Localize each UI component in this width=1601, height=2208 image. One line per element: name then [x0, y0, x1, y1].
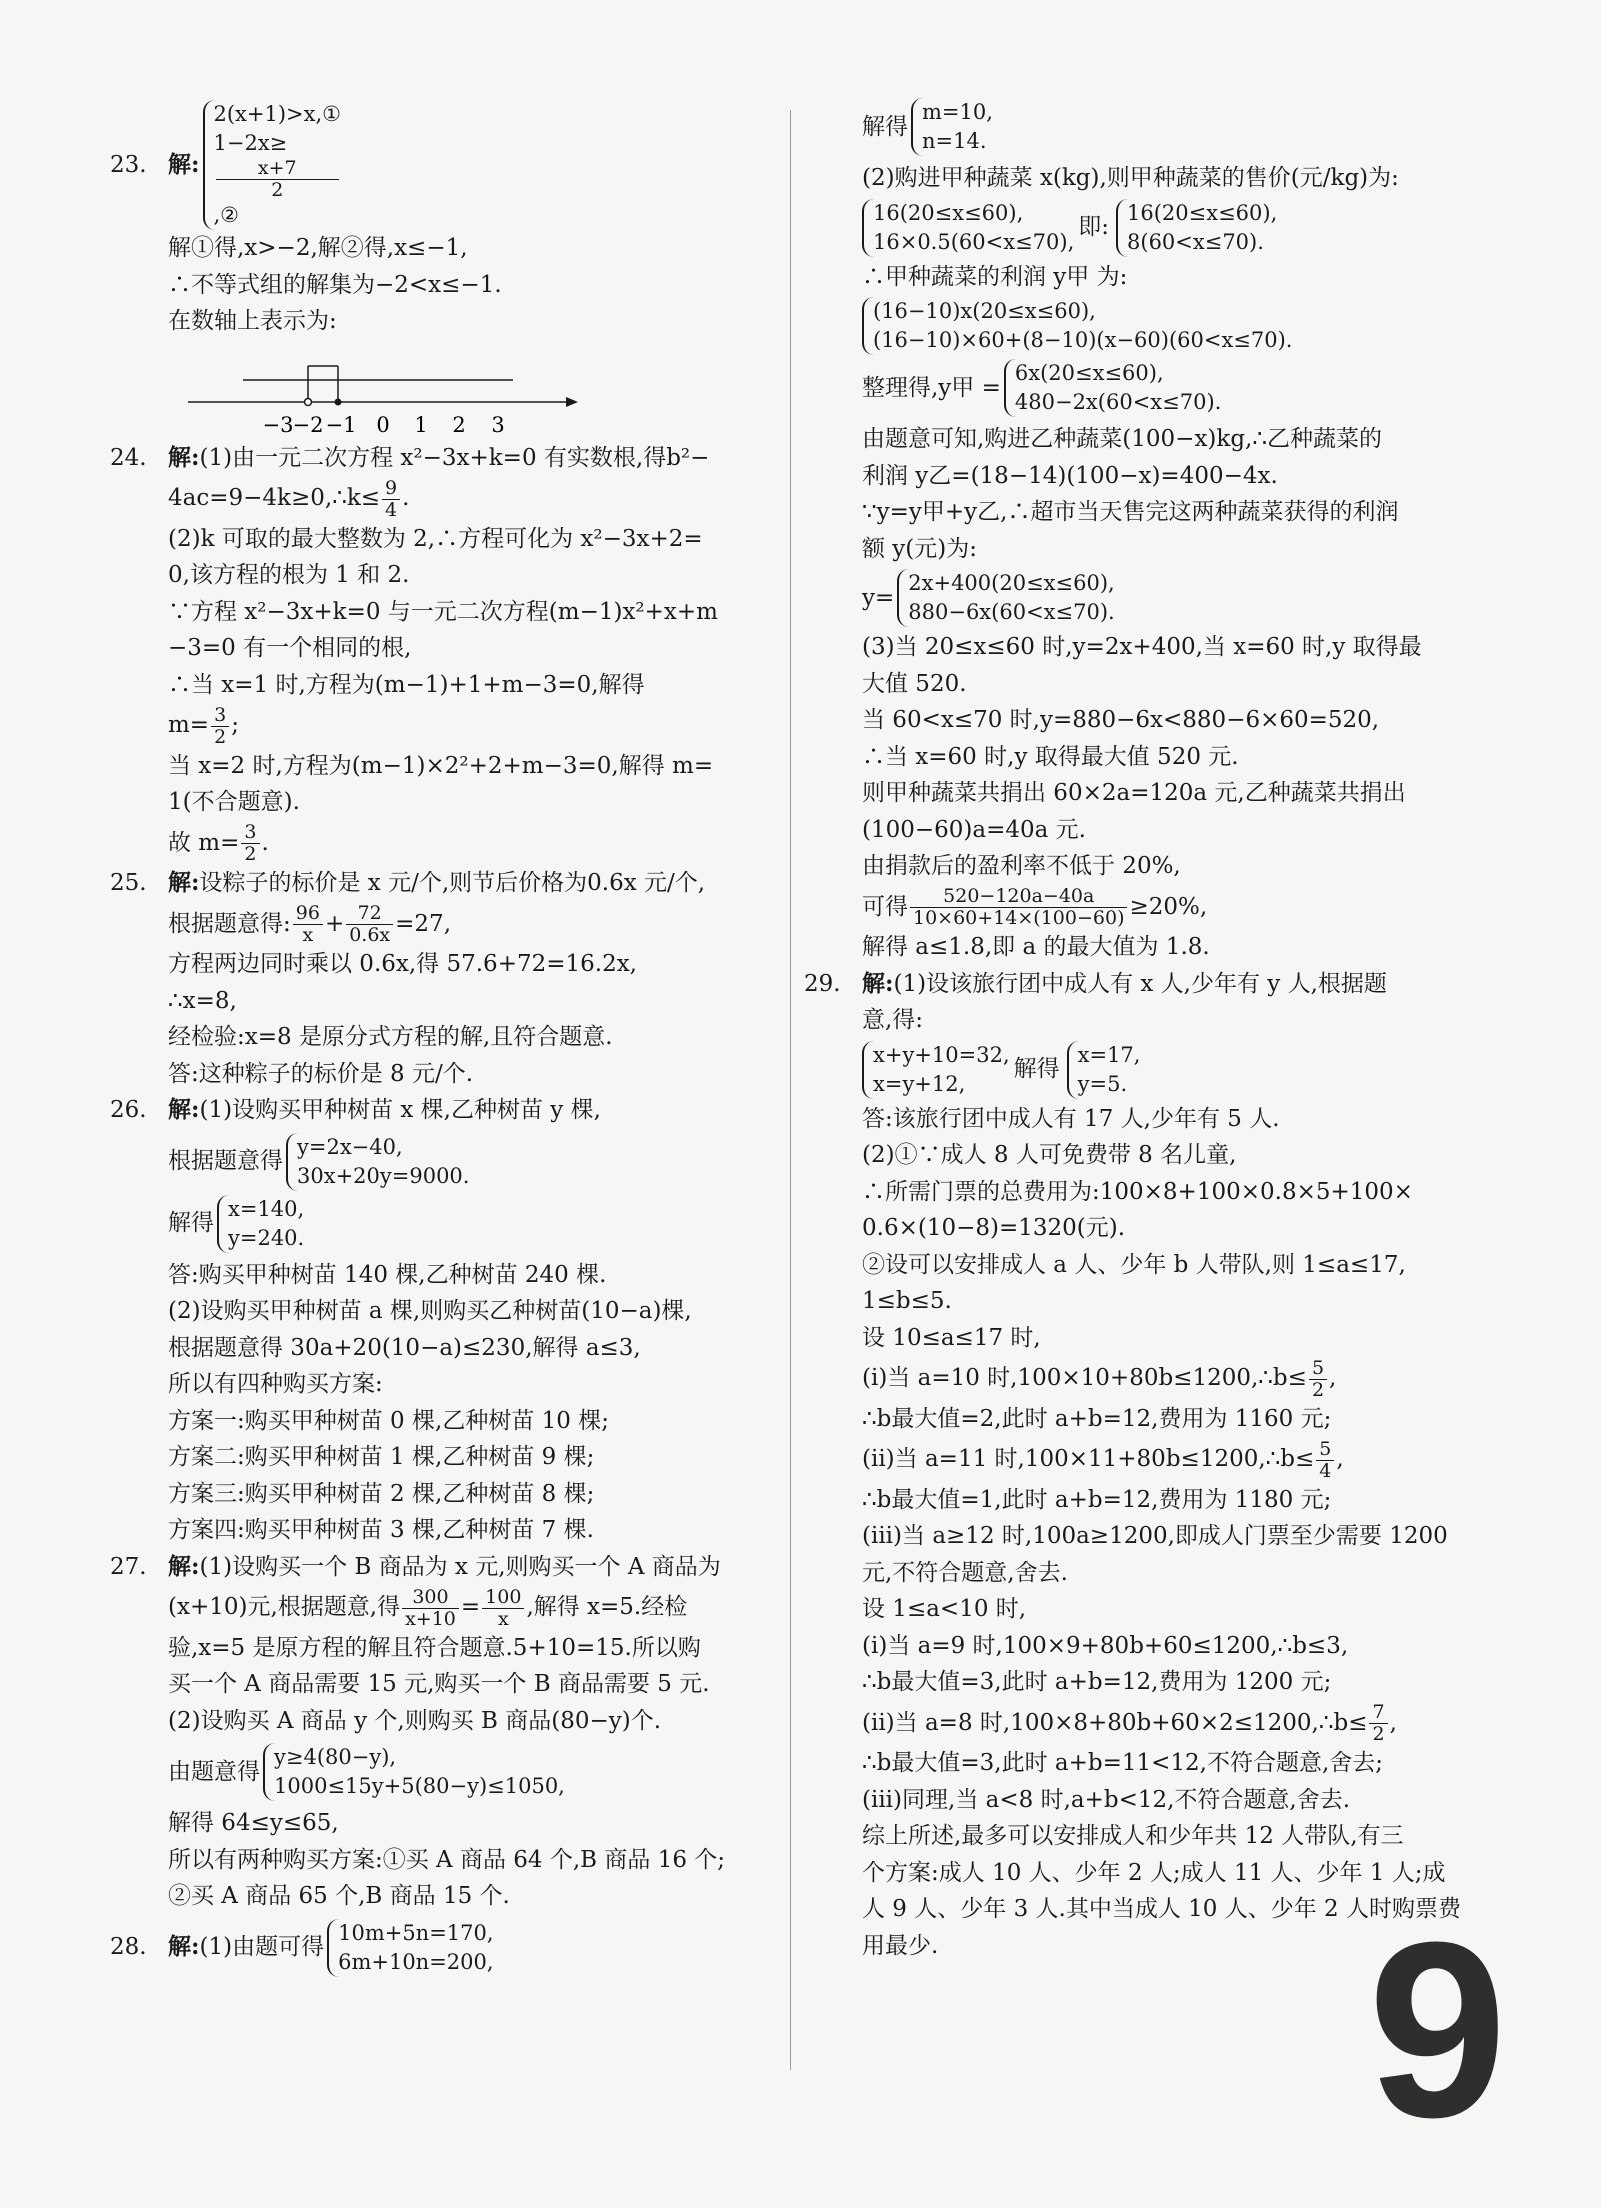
text-line: (2)购进甲种蔬菜 x(kg),则甲种蔬菜的售价(元/kg)为: — [862, 165, 1399, 191]
text-line: =27, — [395, 910, 452, 937]
text-line: ∴b最大值=1,此时 a+b=12,费用为 1180 元; — [862, 1486, 1332, 1513]
number-line-svg — [168, 340, 588, 440]
text-line: 8(60<x≤70). — [1127, 229, 1264, 254]
text-line: 解得 — [862, 113, 908, 140]
text-line: 解: — [168, 869, 200, 896]
text-line: 2 — [271, 179, 284, 201]
text-line: 利润 y乙=(18−14)(100−x)=400−4x. — [862, 462, 1278, 489]
equation-system — [862, 1041, 1010, 1099]
problem-27 — [110, 1549, 770, 1586]
equation-system — [286, 1133, 469, 1191]
fraction — [241, 822, 259, 865]
text-line: 买一个 A 商品需要 15 元,购买一个 B 商品需要 5 元. — [168, 1671, 710, 1697]
text-line: ∴当 x=60 时,y 取得最大值 520 元. — [862, 743, 1239, 770]
equation-system — [1004, 359, 1221, 417]
text-line: . — [261, 829, 269, 856]
text-line: 3 — [211, 705, 229, 727]
text-line: 2 — [1372, 1723, 1385, 1745]
text-line: ,② — [213, 203, 240, 227]
text-line: n=14. — [922, 129, 987, 153]
column-divider — [790, 110, 791, 2070]
text-line: 在数轴上表示为: — [168, 308, 337, 334]
text-line: 300 — [402, 1587, 459, 1609]
text-line: 故 m= — [168, 829, 240, 856]
text-line: 所以有四种购买方案: — [168, 1371, 383, 1397]
text-line: 96 — [293, 903, 323, 925]
text-line: 经检验:x=8 是原分式方程的解,且符合题意. — [168, 1024, 613, 1050]
text-line: 解: — [862, 969, 894, 997]
equation-system — [897, 569, 1114, 627]
fraction — [402, 1587, 459, 1630]
text-line: 人 9 人、少年 3 人.其中当成人 10 人、少年 2 人时购票费 — [862, 1896, 1461, 1922]
text-line: (100−60)a=40a 元. — [862, 816, 1086, 843]
text-line: 6x(20≤x≤60), — [1014, 361, 1164, 385]
text-line: 2x+400(20≤x≤60), — [908, 571, 1115, 595]
text-line: x+y+10=32, — [873, 1042, 1010, 1067]
text-line: 1≤b≤5. — [862, 1288, 952, 1314]
text-line: 2 — [214, 725, 227, 748]
text-line: 根据题意得: — [168, 910, 291, 937]
text-line: 方案四:购买甲种树苗 3 棵,乙种树苗 7 棵. — [168, 1517, 594, 1543]
tick-label: −1 — [325, 412, 357, 437]
text-line: 答:购买甲种树苗 140 棵,乙种树苗 240 棵. — [168, 1261, 607, 1288]
equation-system — [263, 1743, 565, 1801]
text-line: . — [402, 485, 410, 511]
text-line: 根据题意得 — [168, 1148, 283, 1175]
text-line: 元,不符合题意,舍去. — [862, 1559, 1068, 1586]
text-line: (ii)当 a=8 时,100×8+80b+60×2≤1200,∴b≤ — [862, 1709, 1368, 1736]
equation-system — [862, 199, 1074, 257]
text-line: 880−6x(60<x≤70). — [908, 600, 1115, 624]
text-line: 28. — [110, 1934, 147, 1961]
tick-label: 3 — [491, 412, 505, 437]
text-line: x=17, — [1077, 1042, 1141, 1067]
text-line: 0.6x — [349, 924, 391, 946]
text-line: ≥20%, — [1129, 893, 1208, 920]
text-line: 解得 64≤y≤65, — [168, 1810, 339, 1836]
text-line: ,解得 x=5.经检 — [526, 1594, 688, 1620]
text-line: 用最少. — [862, 1932, 939, 1959]
page-number: 9 — [1368, 1890, 1508, 2169]
problem-26 — [110, 1092, 770, 1129]
text-line: (2)设购买 A 商品 y 个,则购买 B 商品(80−y)个. — [168, 1707, 662, 1734]
problem-29 — [804, 966, 1502, 1965]
text-line: y≥4(80−y), — [274, 1745, 397, 1769]
text-line: 设 1≤a<10 时, — [862, 1596, 1027, 1622]
text-line: 2(x+1)>x,① — [213, 102, 341, 126]
text-line: 方案二:购买甲种树苗 1 棵,乙种树苗 9 棵; — [168, 1444, 595, 1470]
text-line: 方案三:购买甲种树苗 2 棵,乙种树苗 8 棵; — [168, 1480, 595, 1507]
left-column — [110, 100, 770, 1977]
text-line: y=240. — [228, 1225, 305, 1250]
problem-25 — [110, 865, 770, 902]
text-line: 整理得,y甲 = — [862, 374, 1001, 401]
text-line: 根据题意得 30a+20(10−a)≤230,解得 a≤3, — [168, 1334, 641, 1361]
text-line: (1)设该旅行团中成人有 x 人,少年有 y 人,根据题 — [893, 970, 1387, 997]
text-line: 由捐款后的盈利率不低于 20%, — [862, 853, 1181, 879]
text-line: 480−2x(60<x≤70). — [1014, 390, 1222, 414]
problem-24 — [110, 440, 770, 477]
text-line: ∴所需门票的总费用为:100×8+100×0.8×5+100× — [862, 1178, 1413, 1205]
text-line: (i)当 a=10 时,100×10+80b≤1200,∴b≤ — [862, 1365, 1307, 1391]
text-line: 2 — [244, 843, 257, 865]
text-line: (iii)当 a≥12 时,100a≥1200,即成人门票至少需要 1200 — [862, 1523, 1448, 1549]
text-line: 解①得,x>−2,解②得,x≤−1, — [168, 235, 468, 261]
text-line: , — [1389, 1709, 1397, 1736]
text-line: 方程两边同时乘以 0.6x,得 57.6+72=16.2x, — [168, 951, 637, 977]
text-line: m= — [168, 712, 210, 738]
text-line: 72 — [346, 903, 393, 925]
text-line: , — [1336, 1446, 1344, 1472]
text-line: 0.6×(10−8)=1320(元). — [862, 1215, 1126, 1241]
text-line: ∴当 x=1 时,方程为(m−1)+1+m−3=0,解得 — [168, 671, 645, 698]
fraction — [346, 903, 393, 946]
text-line: (ii)当 a=11 时,100×11+80b≤1200,∴b≤ — [862, 1446, 1315, 1472]
fraction — [382, 478, 400, 521]
text-line: 26. — [110, 1097, 147, 1123]
text-line: 方案一:购买甲种树苗 0 棵,乙种树苗 10 棵; — [168, 1407, 609, 1434]
tick-label: 2 — [452, 412, 466, 437]
text-line: , — [1329, 1365, 1337, 1391]
text-line: (2)设购买甲种树苗 a 棵,则购买乙种树苗(10−a)棵, — [168, 1298, 692, 1324]
text-line: (16−10)x(20≤x≤60), — [873, 299, 1096, 323]
text-line: 16(20≤x≤60), — [1127, 200, 1278, 225]
text-line: 10m+5n=170, — [338, 1920, 494, 1945]
inequality-system — [203, 100, 342, 230]
text-line: 1(不合题意). — [168, 789, 300, 815]
text-line: x=y+12, — [873, 1071, 966, 1096]
tick-label: −2 — [292, 412, 324, 437]
text-line: 3 — [241, 822, 259, 844]
text-line: 可得 — [862, 893, 908, 920]
text-line: 意,得: — [862, 1007, 924, 1033]
equation-system — [327, 1919, 493, 1977]
text-line: x+10 — [405, 1607, 456, 1630]
text-line: 由题意可知,购进乙种蔬菜(100−x)kg,∴乙种蔬菜的 — [862, 426, 1383, 452]
text-line: 即: — [1078, 214, 1110, 241]
text-line: x+7 — [216, 158, 340, 180]
text-line: 9 — [382, 478, 400, 500]
text-line: 16×0.5(60<x≤70), — [873, 229, 1075, 254]
text-line: 23. — [110, 151, 147, 178]
text-line: 解: — [168, 1933, 200, 1961]
text-line: (2)①∵成人 8 人可免费带 8 名儿童, — [862, 1142, 1237, 1168]
text-line: −3=0 有一个相同的根, — [168, 635, 412, 661]
text-line: 0,该方程的根为 1 和 2. — [168, 562, 410, 588]
text-line: 个方案:成人 10 人、少年 2 人;成人 11 人、少年 1 人;成 — [862, 1859, 1446, 1886]
text-line: 解: — [168, 150, 200, 178]
text-line: 由题意得 — [168, 1758, 260, 1785]
problem-23-header — [110, 100, 770, 230]
text-line: (i)当 a=9 时,100×9+80b+60≤1200,∴b≤3, — [862, 1632, 1349, 1659]
text-line: 解: — [168, 1552, 200, 1580]
text-line: y=5. — [1077, 1071, 1128, 1096]
text-line: ∵方程 x²−3x+k=0 与一元二次方程(m−1)x²+x+m — [168, 598, 718, 625]
text-line: 4 — [1319, 1459, 1332, 1482]
text-line: (1)设购买甲种树苗 x 棵,乙种树苗 y 棵, — [199, 1097, 601, 1123]
text-line: 1000≤15y+5(80−y)≤1050, — [274, 1774, 565, 1798]
fraction — [216, 158, 340, 201]
text-line: ∴b最大值=3,此时 a+b=12,费用为 1200 元; — [862, 1669, 1332, 1695]
text-line: 5 — [1309, 1358, 1327, 1380]
text-line: 解得 — [168, 1210, 214, 1237]
text-line: 4 — [385, 498, 398, 521]
text-line: 额 y(元)为: — [862, 535, 977, 562]
text-line: 7 — [1369, 1702, 1387, 1724]
text-line: (2)k 可取的最大整数为 2,∴方程可化为 x²−3x+2= — [168, 525, 703, 552]
text-line: 答:这种粽子的标价是 8 元/个. — [168, 1060, 474, 1087]
text-line: 29. — [804, 970, 841, 997]
tick-label: −3 — [262, 412, 294, 437]
text-line: = — [460, 1594, 481, 1620]
equation-system — [217, 1195, 304, 1253]
text-line: (1)设购买一个 B 商品为 x 元,则购买一个 A 商品为 — [199, 1553, 721, 1580]
text-line: 解得 — [1013, 1056, 1060, 1083]
text-line: 25. — [110, 870, 147, 896]
fraction — [211, 705, 229, 748]
text-line: 所以有两种购买方案:①买 A 商品 64 个,B 商品 16 个; — [168, 1846, 726, 1873]
text-line: (iii)同理,当 a<8 时,a+b<12,不符合题意,舍去. — [862, 1786, 1351, 1813]
text-line: 27. — [110, 1553, 147, 1580]
text-line: 设 10≤a≤17 时, — [862, 1324, 1041, 1351]
text-line: ; — [231, 712, 239, 738]
text-line: 4ac=9−4k≥0,∴k≤ — [168, 485, 381, 511]
text-line: ∵y=y甲+y乙,∴超市当天售完这两种蔬菜获得的利润 — [862, 499, 1399, 525]
text-line: 解得 a≤1.8,即 a 的最大值为 1.8. — [862, 934, 1210, 960]
text-line: 16(20≤x≤60), — [873, 200, 1024, 225]
text-line: ∴甲种蔬菜的利润 y甲 为: — [862, 263, 1128, 290]
text-line: + — [324, 910, 345, 937]
text-line: (x+10)元,根据题意,得 — [168, 1594, 401, 1620]
text-line: 100 — [482, 1587, 524, 1609]
text-line: 答:该旅行团中成人有 17 人,少年有 5 人. — [862, 1105, 1280, 1132]
text-line: y=2x−40, — [297, 1134, 403, 1159]
text-line: 当 x=2 时,方程为(m−1)×2²+2+m−3=0,解得 m= — [168, 752, 714, 779]
right-column — [804, 98, 1502, 1964]
fraction — [1316, 1439, 1334, 1482]
text-line: x=140, — [228, 1196, 305, 1221]
text-line: 验,x=5 是原方程的解且符合题意.5+10=15.所以购 — [168, 1634, 701, 1661]
text-line: ②买 A 商品 65 个,B 商品 15 个. — [168, 1883, 510, 1909]
text-line: 综上所述,最多可以安排成人和少年共 12 人带队,有三 — [862, 1823, 1404, 1849]
text-line: 5 — [1316, 1439, 1334, 1461]
text-line: ∴b最大值=3,此时 a+b=11<12,不符合题意,舍去; — [862, 1750, 1384, 1776]
tick-label: 0 — [376, 412, 390, 437]
text-line: y= — [862, 584, 895, 611]
text-line: x — [302, 924, 314, 946]
text-line: 1−2x≥ — [213, 131, 288, 155]
text-line: 520−120a−40a — [910, 886, 1127, 908]
text-line: 2 — [1311, 1378, 1325, 1401]
text-line: m=10, — [922, 100, 993, 124]
text-line: 解: — [168, 443, 200, 471]
text-line: 6m+10n=200, — [338, 1949, 494, 1974]
text-line: (3)当 20≤x≤60 时,y=2x+400,当 x=60 时,y 取得最 — [862, 634, 1422, 660]
text-line: ∴b最大值=2,此时 a+b=12,费用为 1160 元; — [862, 1405, 1332, 1432]
number-line — [110, 340, 770, 440]
fraction — [293, 903, 323, 946]
text-line: ∴x=8, — [168, 987, 237, 1014]
equation-system — [1067, 1041, 1141, 1099]
text-line: ∴不等式组的解集为−2<x≤−1. — [168, 271, 502, 298]
text-line: 当 60<x≤70 时,y=880−6x<880−6×60=520, — [862, 707, 1380, 733]
text-line: 30x+20y=9000. — [297, 1163, 470, 1188]
problem-28 — [110, 1919, 770, 1977]
text-line: (16−10)×60+(8−10)(x−60)(60<x≤70). — [873, 328, 1293, 352]
text-line: 24. — [110, 444, 147, 471]
text-line: 设粽子的标价是 x 元/个,则节后价格为0.6x 元/个, — [199, 870, 706, 896]
text-line: 10×60+14×(100−60) — [913, 907, 1125, 929]
text-line: 大值 520. — [862, 670, 967, 697]
text-line: 解: — [168, 1096, 200, 1123]
text-line: 则甲种蔬菜共捐出 60×2a=120a 元,乙种蔬菜共捐出 — [862, 780, 1406, 806]
fraction — [482, 1587, 524, 1630]
text-line: ②设可以安排成人 a 人、少年 b 人带队,则 1≤a≤17, — [862, 1251, 1406, 1278]
text-line: (1)由题可得 — [199, 1934, 325, 1961]
text-line: (1)由一元二次方程 x²−3x+k=0 有实数根,得b²− — [199, 444, 710, 471]
fraction — [1309, 1358, 1327, 1401]
equation-system — [911, 98, 993, 156]
text-line: x — [497, 1607, 509, 1630]
tick-label: 1 — [414, 412, 428, 437]
equation-system — [1116, 199, 1277, 257]
equation-system — [862, 297, 1293, 355]
fraction — [910, 886, 1127, 929]
fraction — [1369, 1702, 1387, 1745]
